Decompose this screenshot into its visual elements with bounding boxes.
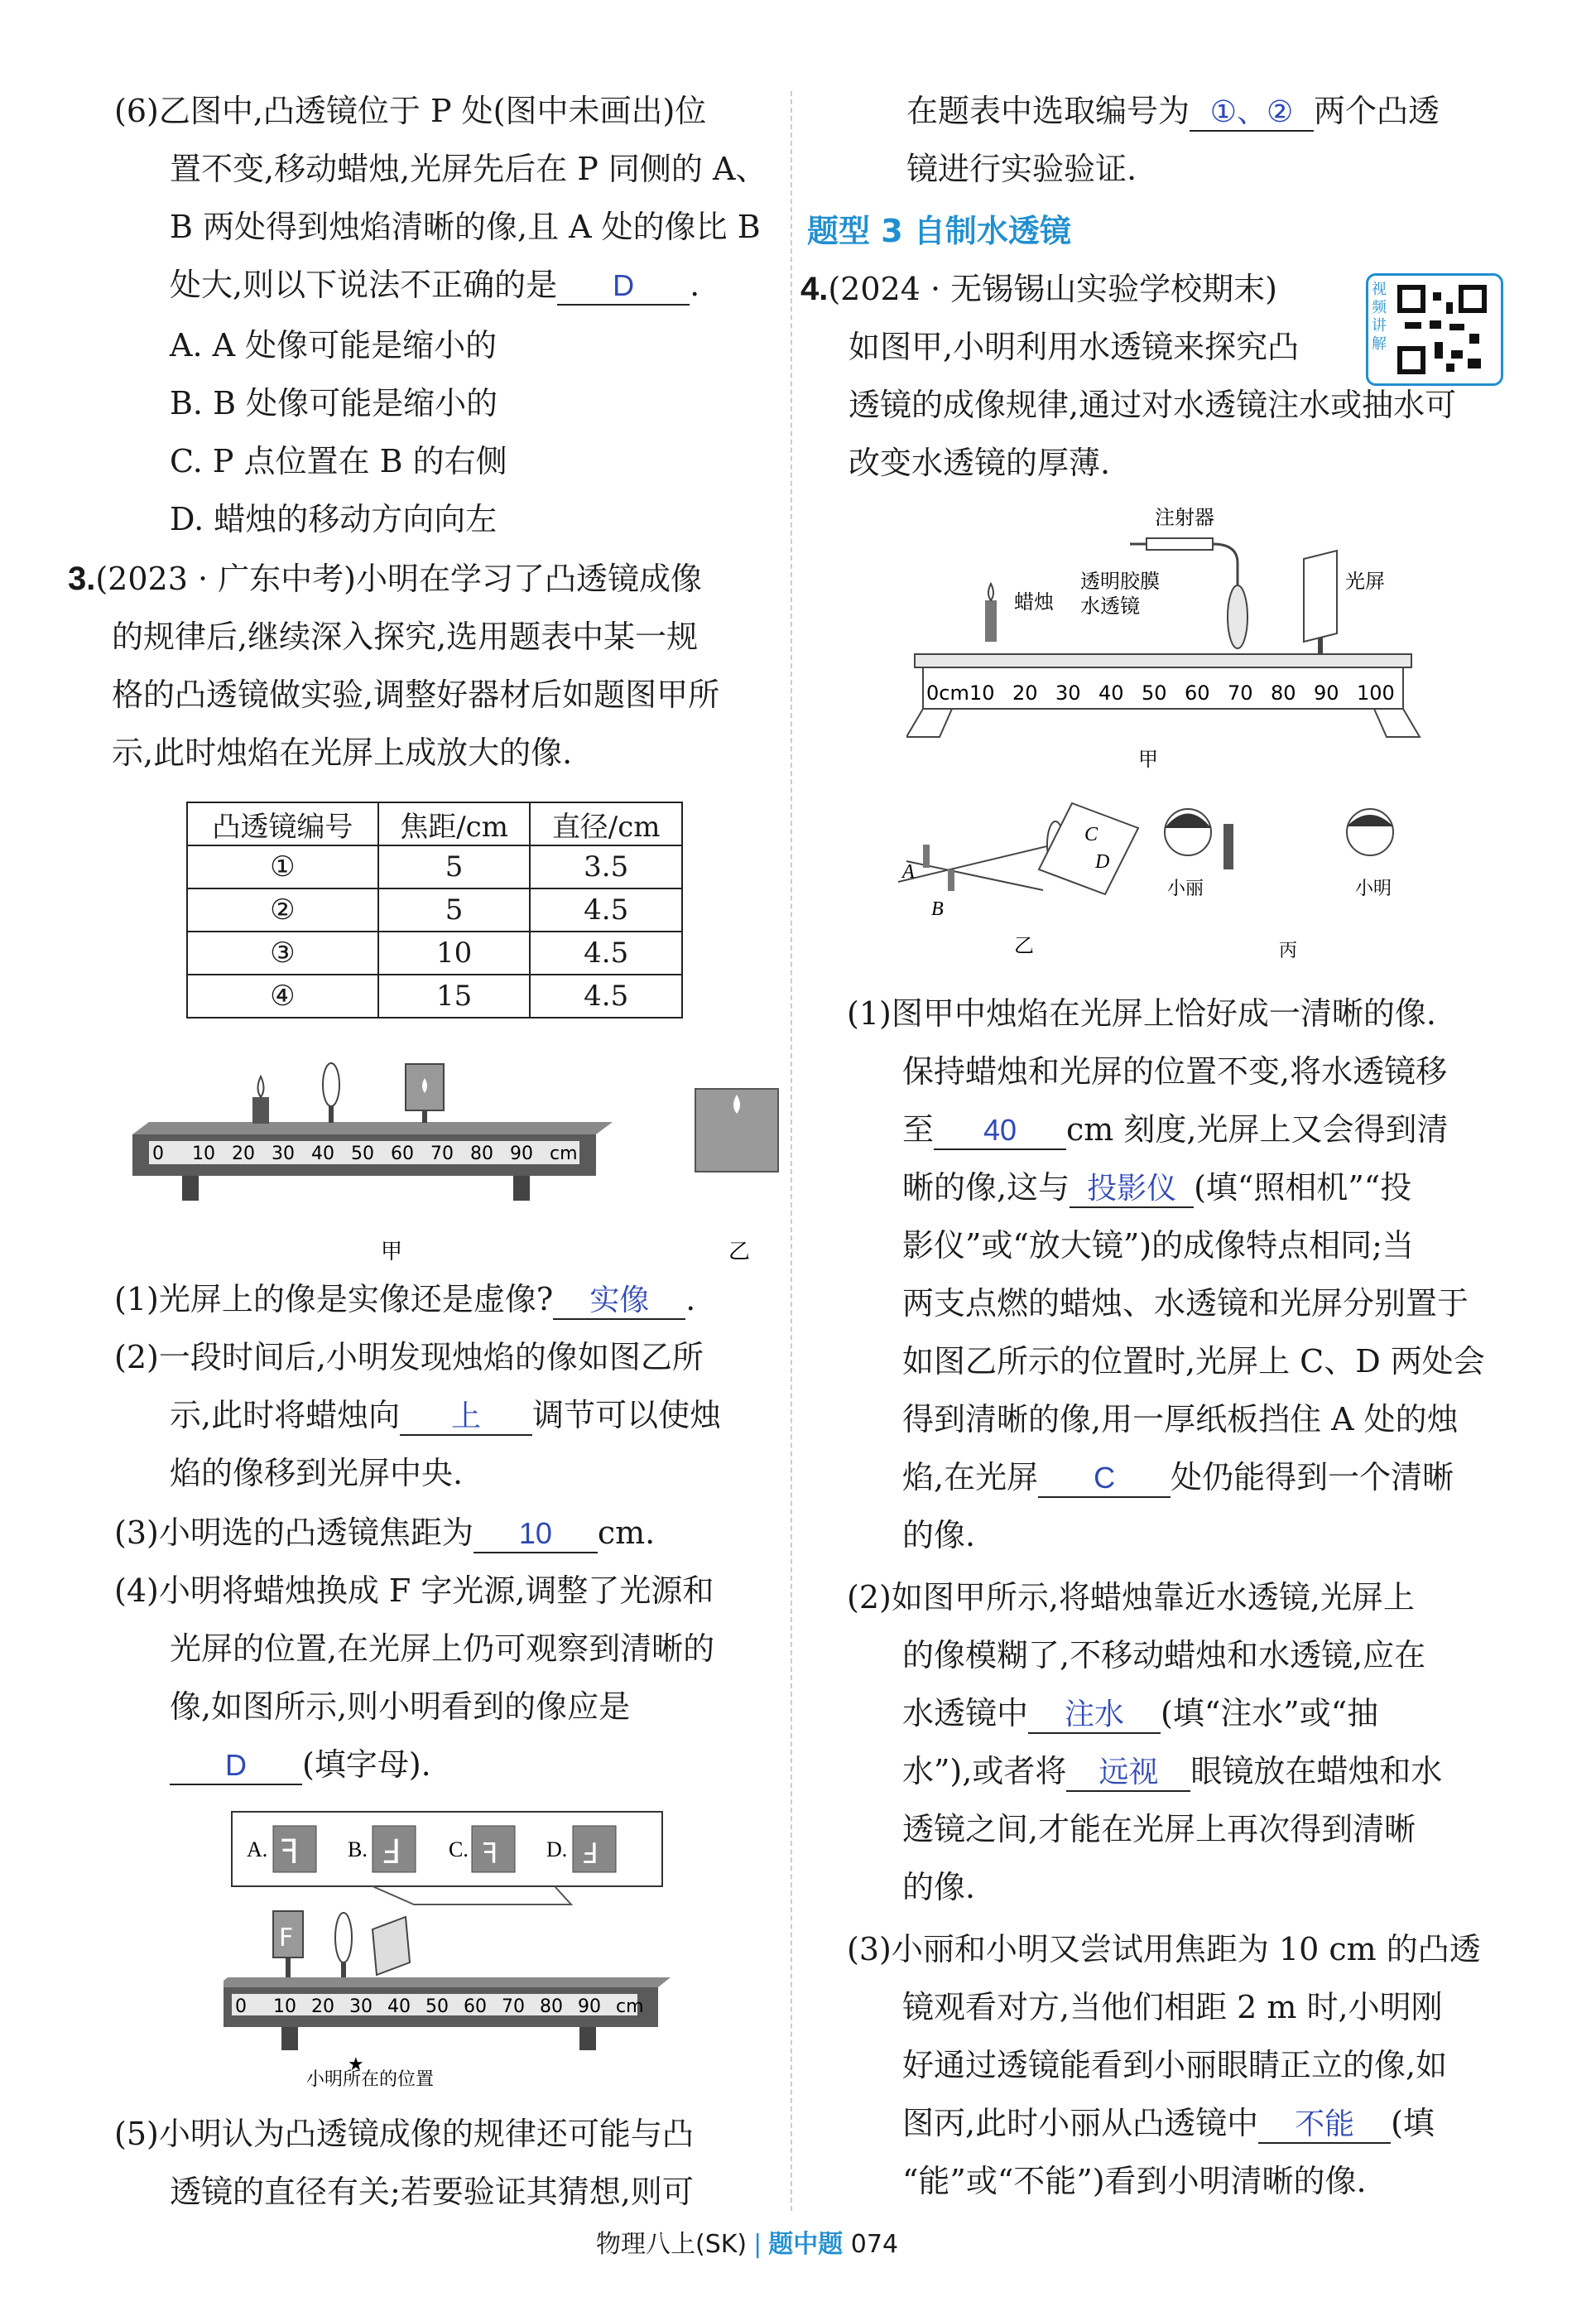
- q4-p1-line: 晰的像,这与 投影仪 (填“照相机”“投: [902, 1168, 1411, 1208]
- q4-line: 透镜的成像规律,通过对水透镜注水或抽水可: [848, 387, 1457, 423]
- q6-line: 处大,则以下说法不正确的是 D .: [170, 265, 699, 306]
- option-d-glyph: Ⅎ: [581, 1837, 598, 1871]
- svg-text:A: A: [902, 861, 915, 883]
- ruler-tick-label: 30: [1055, 681, 1081, 705]
- option-a-glyph: ꟻ: [280, 1833, 300, 1871]
- answer-blank[interactable]: 远视: [1066, 1754, 1190, 1792]
- q4-p1-line: 两支点燃的蜡烛、水透镜和光屏分别置于: [902, 1285, 1469, 1322]
- ruler-tick-label: 0: [152, 1144, 164, 1164]
- figure-label-bing: 丙: [1279, 941, 1298, 961]
- figure-label-yi: 乙: [1014, 934, 1034, 957]
- answer-blank[interactable]: 上: [400, 1398, 532, 1436]
- candle: [252, 1097, 269, 1124]
- option-b-label: B.: [348, 1837, 368, 1861]
- q3-line: 示,此时烛焰在光屏上成放大的像.: [112, 734, 573, 771]
- q4-p3-line: 镜观看对方,当他们相距 2 m 时,小明刚: [902, 1989, 1443, 2025]
- question-number: 4.: [800, 271, 829, 307]
- ruler-tick-label: 60: [391, 1144, 414, 1164]
- ruler-tick-label: 30: [349, 1996, 373, 2017]
- screen: [1304, 551, 1337, 642]
- q3-line: 的规律后,继续深入探究,选用题表中某一规: [112, 619, 699, 655]
- option: A. A 处像可能是缩小的: [170, 327, 498, 364]
- q3-line: 格的凸透镜做实验,调整好器材后如题图甲所: [112, 677, 720, 713]
- label-lens: 透明胶膜: [1080, 570, 1160, 593]
- q4-line: 改变水透镜的厚薄.: [848, 445, 1111, 481]
- label-xiaoming: 小明: [1355, 879, 1392, 899]
- ruler-tick-label: 0: [235, 1996, 247, 2017]
- ruler-tick-label: 90: [1314, 681, 1339, 705]
- q3-text: (2023 · 广东中考)小明在学习了凸透镜成像: [95, 561, 702, 597]
- qr-code-icon: [1396, 284, 1488, 375]
- q4-p3-line: (3)小丽和小明又尝试用焦距为 10 cm 的凸透: [847, 1931, 1481, 1967]
- q4-p2-line: 透镜之间,才能在光屏上再次得到清晰: [902, 1811, 1416, 1847]
- q4-p2-line: 水”),或者将 远视 眼镜放在蜡烛和水: [902, 1751, 1442, 1792]
- syringe: [1147, 538, 1213, 550]
- screen: [373, 1917, 410, 1975]
- q4-p3-line: 好通过透镜能看到小丽眼睛正立的像,如: [902, 2047, 1448, 2083]
- ruler-tick-label: 60: [464, 1996, 487, 2017]
- option-b-glyph: Ⅎ: [381, 1833, 401, 1871]
- label-syringe: 注射器: [1155, 506, 1214, 529]
- footer-book: 物理八上(SK): [596, 2230, 748, 2259]
- ruler-tick-label: 10: [192, 1144, 215, 1164]
- table-header: 凸透镜编号: [187, 802, 378, 845]
- answer-blank[interactable]: C: [1038, 1460, 1171, 1498]
- table-row: ② 5 4.5: [187, 888, 682, 932]
- q3-p4-line: D (填字母).: [170, 1745, 431, 1785]
- lens: [335, 1913, 352, 1962]
- ruler-tick-label: 40: [311, 1144, 334, 1164]
- q4-p1-line: 影仪”或“放大镜”)的成像特点相同;当: [902, 1227, 1414, 1264]
- q3-p5-cont: 镜进行实验验证.: [906, 151, 1137, 187]
- q6-line: B 两处得到烛焰清晰的像,且 A 处的像比 B: [170, 209, 761, 245]
- lens: [323, 1063, 339, 1106]
- q4-line: 如图甲,小明利用水透镜来探究凸: [848, 329, 1300, 365]
- ruler-tick-label: 90: [510, 1144, 533, 1164]
- ruler-tick-label: cm: [616, 1996, 644, 2017]
- q3-line: [68, 559, 702, 599]
- ruler-tick-label: 30: [272, 1144, 295, 1164]
- figure-yi-bing: [898, 795, 1511, 977]
- option: D. 蜡烛的移动方向向左: [170, 501, 498, 537]
- q4-p2-line: 水透镜中 注水 (填“注水”或“抽: [902, 1693, 1378, 1734]
- ruler-tick-label: 0cm: [926, 681, 969, 705]
- lens-spec-table: [186, 802, 683, 1018]
- q3-p2-line: (2)一段时间后,小明发现烛焰的像如图乙所: [114, 1339, 704, 1375]
- q6-line: 置不变,移动蜡烛,光屏先后在 P 同侧的 A、: [170, 151, 767, 187]
- svg-text:C: C: [1084, 824, 1098, 845]
- f-caption: 小明所在的位置: [306, 2069, 435, 2087]
- label-lens2: 水透镜: [1080, 595, 1140, 618]
- q4-p3-line: “能”或“不能”)看到小明清晰的像.: [902, 2163, 1367, 2199]
- ruler-tick-label: 70: [1228, 681, 1253, 705]
- option-c-glyph: ꟻ: [482, 1837, 498, 1871]
- q4-p2-line: (2)如图甲所示,将蜡烛靠近水透镜,光屏上: [847, 1579, 1415, 1616]
- ruler-tick-label: 60: [1185, 681, 1210, 705]
- ruler-tick-label: 40: [1098, 681, 1124, 705]
- ruler-tick-label: 70: [502, 1996, 525, 2017]
- ruler-tick-label: 80: [1271, 681, 1296, 705]
- answer-blank[interactable]: D: [170, 1747, 302, 1785]
- water-lens-figure: [906, 501, 1436, 774]
- q3-p4-line: (4)小明将蜡烛换成 F 字光源,调整了光源和: [114, 1572, 714, 1609]
- option-d-label: D.: [546, 1837, 568, 1861]
- q4-p2-line: 的像模糊了,不移动蜡烛和水透镜,应在: [902, 1637, 1426, 1673]
- f-source-figure: [224, 1805, 720, 2087]
- ruler-tick-label: 20: [232, 1144, 255, 1164]
- q4-p1-line: (1)图甲中烛焰在光屏上恰好成一清晰的像.: [847, 995, 1436, 1032]
- qr-code-badge[interactable]: [1366, 273, 1503, 386]
- svg-text:B: B: [931, 898, 944, 920]
- page-footer: 物理八上(SK) | 题中题 074: [596, 2230, 899, 2259]
- q3-p5-line: (5)小明认为凸透镜成像的规律还可能与凸: [114, 2116, 694, 2152]
- table-header: 直径/cm: [530, 802, 682, 845]
- ruler-tick-label: 40: [387, 1996, 411, 2017]
- q6-text: 处大,则以下说法不正确的是: [170, 267, 558, 303]
- q4-p2-line: 的像.: [902, 1869, 976, 1905]
- ruler-tick-label: 50: [351, 1144, 374, 1164]
- label-candle: 蜡烛: [1014, 590, 1054, 614]
- svg-text:D: D: [1095, 851, 1110, 873]
- answer-blank[interactable]: 40: [934, 1112, 1066, 1150]
- table-row: ① 5 3.5: [187, 845, 682, 888]
- q4-p1-line: 如图乙所示的位置时,光屏上 C、D 两处会: [902, 1343, 1485, 1380]
- q3-p3: (3)小明选的凸透镜焦距为 10 cm.: [114, 1513, 655, 1553]
- figure-label-yi: 乙: [728, 1240, 751, 1264]
- q6-line: (6)乙图中,凸透镜位于 P 处(图中未画出)位: [114, 93, 707, 129]
- label-xiaoli: 小丽: [1167, 879, 1204, 899]
- flame: [258, 1076, 264, 1097]
- answer-blank[interactable]: 10: [474, 1515, 598, 1553]
- option: B. B 处像可能是缩小的: [170, 385, 498, 421]
- ruler-tick-label: 100: [1357, 681, 1395, 705]
- qr-label: 视频讲解: [1372, 281, 1387, 353]
- q3-p5-line: 透镜的直径有关;若要验证其猜想,则可: [170, 2174, 694, 2210]
- q3-p1: (1)光屏上的像是实像还是虚像? 实像 .: [114, 1279, 695, 1320]
- ruler-tick-label: 50: [425, 1996, 449, 2017]
- answer-blank[interactable]: ①、②: [1190, 94, 1314, 132]
- option: C. P 点位置在 B 的右侧: [170, 443, 507, 479]
- q4-line: 4.(2024 · 无锡锡山实验学校期末): [800, 271, 1277, 307]
- ruler-tick-label: 80: [470, 1144, 493, 1164]
- q4-p1-line: 保持蜡烛和光屏的位置不变,将水透镜移: [902, 1053, 1448, 1090]
- svg-text:★: ★: [348, 2054, 364, 2075]
- ruler-tick-label: 70: [430, 1144, 454, 1164]
- q4-p1-line: 至 40 cm 刻度,光屏上又会得到清: [902, 1110, 1449, 1150]
- table-header: 焦距/cm: [378, 802, 531, 845]
- table-row: ④ 15 4.5: [187, 975, 682, 1018]
- ruler-tick-label: 80: [540, 1996, 563, 2017]
- ruler-tick-label: cm: [550, 1144, 578, 1164]
- ruler-tick-label: 50: [1142, 681, 1167, 705]
- table-row: ③ 10 4.5: [187, 932, 682, 975]
- q3-p2-line: 焰的像移到光屏中央.: [170, 1455, 464, 1491]
- candle: [985, 600, 997, 642]
- question-number: 3.: [68, 561, 96, 597]
- optical-bench-figure: [132, 1060, 795, 1275]
- q3-p2-line: 示,此时将蜡烛向 上 调节可以使烛: [170, 1395, 721, 1436]
- q4-p1-line: 得到清晰的像,用一厚纸板挡住 A 处的烛: [902, 1401, 1459, 1437]
- svg-text:F: F: [279, 1924, 294, 1953]
- answer-blank[interactable]: 投影仪: [1070, 1170, 1194, 1208]
- lens: [1223, 824, 1233, 869]
- q4-p1-line: 的像.: [902, 1517, 976, 1553]
- q4-p1-line: 焰,在光屏 C 处仍能得到一个清晰: [902, 1457, 1454, 1498]
- page-number: 074: [850, 2230, 899, 2259]
- column-divider: [791, 91, 792, 2211]
- q3-p4-line: 光屏的位置,在光屏上仍可观察到清晰的: [170, 1630, 715, 1667]
- q3-p4-line: 像,如图所示,则小明看到的像应是: [170, 1688, 631, 1725]
- answer-blank[interactable]: 不能: [1258, 2106, 1391, 2144]
- q4-p3-line: 图丙,此时小丽从凸透镜中 不能 (填: [902, 2103, 1435, 2144]
- answer-blank[interactable]: 实像: [553, 1282, 685, 1320]
- ruler-tick-label: 20: [1012, 681, 1038, 705]
- figure-label-jia: 甲: [1138, 748, 1158, 771]
- ruler-tick-label: 10: [969, 681, 995, 705]
- answer-blank[interactable]: D: [557, 267, 690, 306]
- footer-brand: 题中题: [768, 2230, 844, 2259]
- option-c-label: C.: [449, 1837, 469, 1861]
- figure-label-jia: 甲: [381, 1240, 403, 1264]
- option-a-label: A.: [247, 1837, 268, 1861]
- ruler-tick-label: 20: [311, 1996, 334, 2017]
- water-lens: [1228, 585, 1247, 648]
- label-screen: 光屏: [1345, 570, 1385, 593]
- ruler-tick-label: 90: [578, 1996, 601, 2017]
- section-title: 题型 3 自制水透镜: [807, 213, 1071, 249]
- q3-p5-cont: 在题表中选取编号为 ①、② 两个凸透: [906, 91, 1440, 132]
- answer-blank[interactable]: 注水: [1028, 1696, 1161, 1734]
- ruler-tick-label: 10: [273, 1996, 296, 2017]
